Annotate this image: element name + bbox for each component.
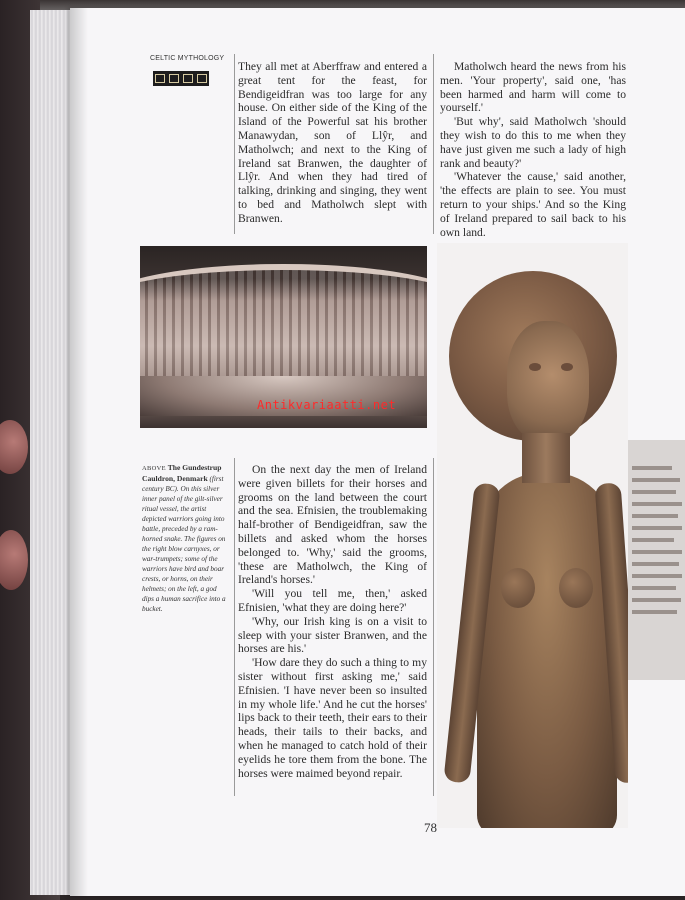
paragraph: 'Will you tell me, then,' asked Efnisien, 'what they are doing here?'	[238, 587, 427, 614]
paragraph: On the next day the men of Ireland were given billets for their horses and grooms on the land between the court and the sea. Efnisien, the troublemaking half-brother of Bendigeidfran, saw the billets and asked whom the horses belonged to. 'Why,' said the grooms, 'these are Matholwch, the King of Ireland's horses.'	[238, 463, 427, 587]
caption-lead: ABOVE	[142, 465, 166, 472]
column-bottom-middle	[238, 463, 427, 780]
section-title: CELTIC MYTHOLOGY	[150, 55, 225, 62]
spine-shadow	[70, 8, 88, 896]
paragraph: 'Whatever the cause,' said another, 'the effects are plain to see. You must return to your ships.' And so the King of Ireland prepared to sail back to his own land.	[440, 170, 626, 239]
column-divider-right-bottom	[433, 458, 434, 796]
column-top-right	[440, 60, 626, 239]
cauldron-relief-panel	[140, 264, 427, 390]
column-divider-left-bottom	[234, 458, 235, 796]
column-divider-right-top	[433, 54, 434, 234]
caption-text: (first century BC). On this silver inner panel of the gilt-silver ritual vessel, the artist depicted warriors going into battle, preceded by a ram-horned snake. The figures on the right blow carnyxes, or war-trumpets; some of the warriors have bird and boar crests, or horns, on their helmets; on the left, a god dips a human sacrifice into a bucket.	[142, 475, 226, 613]
statue-eye-left	[529, 363, 541, 371]
thumb-top	[0, 420, 28, 474]
paragraph: 'Why, our Irish king is on a visit to sleep with your sister Branwen, and the horses are his.'	[238, 614, 427, 656]
paragraph: They all met at Aberffraw and entered a great tent for the feast, for Bendigeidfran was too large for any house. On either side of the King of the Island of the Powerful sat his brother Manawydan, son of Llŷr, and Matholwch; and next to the King of Ireland sat Branwen, the daughter of Llŷr. And when they had tired of talking, drinking and singing, they went to bed and Matholwch slept with Branwen.	[238, 60, 427, 225]
celtic-ornament-icon	[153, 71, 209, 86]
paragraph: Matholwch heard the news from his men. 'Your property', said one, 'has been harmed and harm will come to yourself.'	[440, 60, 626, 115]
thumb-bottom	[0, 530, 28, 590]
statue-eye-right	[561, 363, 573, 371]
column-divider-left-top	[234, 54, 235, 234]
statue-neck	[522, 433, 570, 483]
caption-title: The Gundestrup Cauldron, Denmark	[142, 463, 222, 483]
column-top-middle	[238, 60, 427, 226]
image-caption	[142, 463, 226, 614]
page-number: 78	[424, 820, 437, 835]
paragraph: 'But why', said Matholwch 'should they wish to do this to me when they have just given me such a lady of high rank and beauty?'	[440, 115, 626, 170]
facing-page-caption-fragment	[628, 440, 685, 680]
paragraph: 'How dare they do such a thing to my sister without first asking me,' said Efnisien. 'I have never been so insulted in my whole life.' And he cut the horses' lips back to their teeth, their ears to their heads, their tails to their backs, and when he managed to catch hold of their eyelids he tore them from the bone. The horses were maimed beyond repair.	[238, 656, 427, 780]
statue-breast-right	[559, 568, 593, 608]
statue-breast-left	[501, 568, 535, 608]
statue-face	[507, 321, 589, 441]
bronze-female-figure-photo	[437, 243, 628, 828]
watermark-text: Antikvariaatti.net	[257, 398, 397, 412]
statue-torso	[477, 473, 617, 828]
